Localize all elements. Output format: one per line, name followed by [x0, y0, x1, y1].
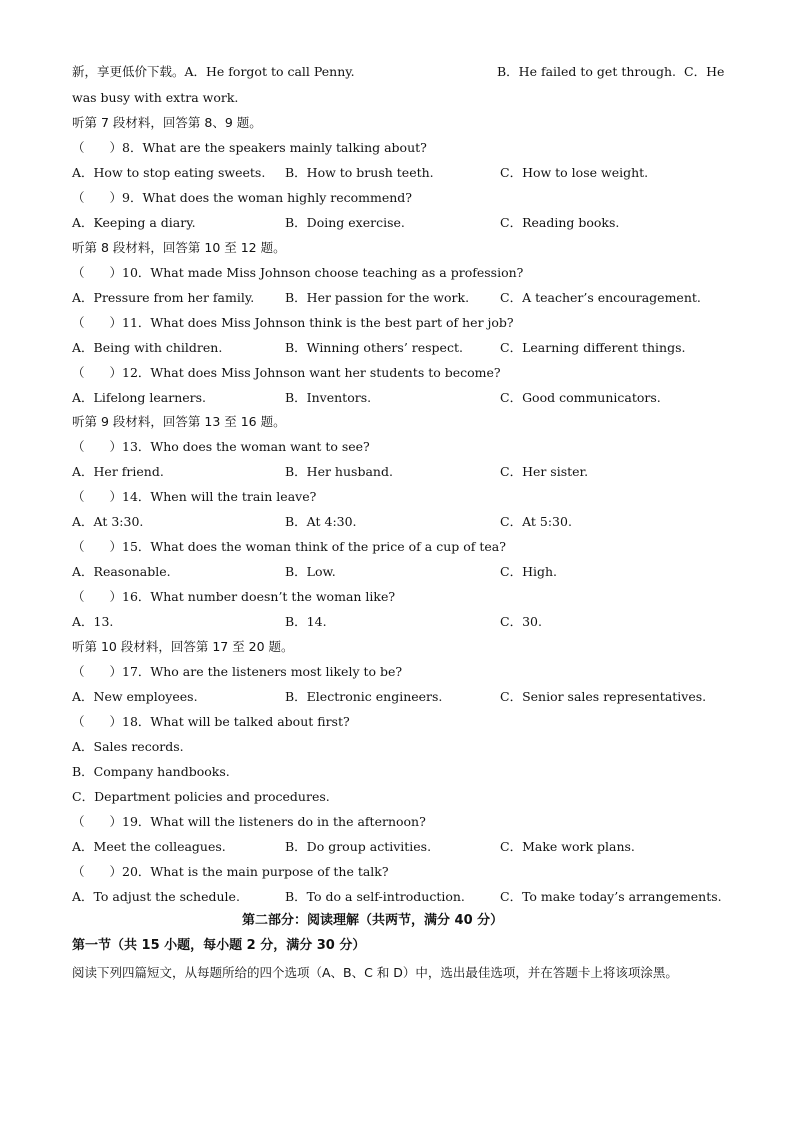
- q18-option-a: A．Sales records.: [72, 739, 184, 754]
- question-10: （ ）10．What made Miss Johnson choose teaching as a profession?: [72, 265, 524, 280]
- q15-option-b: B．Low.: [285, 564, 336, 579]
- q20-option-a: A．To adjust the schedule.: [72, 889, 240, 904]
- q20-option-c: C．To make today’s arrangements.: [500, 889, 722, 904]
- q12-option-c: C．Good communicators.: [500, 390, 661, 405]
- part-two-heading: 第二部分：阅读理解（共两节，满分 40 分）: [242, 913, 504, 928]
- q17-option-c: C．Senior sales representatives.: [500, 689, 707, 704]
- question-14: （ ）14．When will the train leave?: [72, 489, 317, 504]
- q13-option-c: C．Her sister.: [500, 464, 589, 479]
- q7-option-c: C．He: [684, 64, 725, 79]
- question-16: （ ）16．What number doesn’t the woman like?: [72, 589, 396, 604]
- q8-option-c: C．How to lose weight.: [500, 165, 649, 180]
- q17-option-a: A．New employees.: [72, 689, 198, 704]
- q16-option-c: C．30.: [500, 614, 542, 629]
- q16-option-a: A．13.: [72, 614, 114, 629]
- q19-option-c: C．Make work plans.: [500, 839, 635, 854]
- question-15: （ ）15．What does the woman think of the price of a cup of tea?: [72, 539, 506, 554]
- section-one-heading: 第一节（共 15 小题，每小题 2 分，满分 30 分）: [72, 938, 366, 953]
- q12-option-a: A．Lifelong learners.: [72, 390, 207, 405]
- q16-option-b: B．14.: [285, 614, 327, 629]
- question-12: （ ）12．What does Miss Johnson want her students to become?: [72, 365, 501, 380]
- q13-option-b: B．Her husband.: [285, 464, 393, 479]
- q9-option-c: C．Reading books.: [500, 215, 620, 230]
- reading-instructions: 阅读下列四篇短文，从每题所给的四个选项（A、B、C 和 D）中，选出最佳选项，并在答题卡上将该项涂黑。: [72, 965, 678, 980]
- question-13: （ ）13．Who does the woman want to see?: [72, 439, 370, 454]
- section-heading-8: 听第 8 段材料，回答第 10 至 12 题。: [72, 240, 286, 255]
- q14-option-b: B．At 4:30.: [285, 514, 357, 529]
- q18-option-b: B．Company handbooks.: [72, 764, 230, 779]
- question-11: （ ）11．What does Miss Johnson think is the best part of her job?: [72, 315, 514, 330]
- section-heading-7: 听第 7 段材料，回答第 8、9 题。: [72, 115, 262, 130]
- q13-option-a: A．Her friend.: [72, 464, 164, 479]
- q19-option-b: B．Do group activities.: [285, 839, 432, 854]
- question-19: （ ）19．What will the listeners do in the afternoon?: [72, 814, 426, 829]
- q19-option-a: A．Meet the colleagues.: [72, 839, 226, 854]
- q10-option-b: B．Her passion for the work.: [285, 290, 470, 305]
- question-9: （ ）9．What does the woman highly recommend?: [72, 190, 413, 205]
- q8-option-a: A．How to stop eating sweets.: [72, 165, 266, 180]
- q8-option-b: B．How to brush teeth.: [285, 165, 434, 180]
- question-17: （ ）17．Who are the listeners most likely to be?: [72, 664, 403, 679]
- q7-option-a: 新，享更低价下载。A．He forgot to call Penny.: [72, 64, 355, 79]
- q18-option-c: C．Department policies and procedures.: [72, 789, 330, 804]
- q9-option-b: B．Doing exercise.: [285, 215, 405, 230]
- q14-option-a: A．At 3:30.: [72, 514, 144, 529]
- q17-option-b: B．Electronic engineers.: [285, 689, 443, 704]
- q15-option-c: C．High.: [500, 564, 557, 579]
- q7-option-b: B．He failed to get through.: [497, 64, 676, 79]
- q15-option-a: A．Reasonable.: [72, 564, 171, 579]
- q10-option-c: C．A teacher’s encouragement.: [500, 290, 701, 305]
- q10-option-a: A．Pressure from her family.: [72, 290, 255, 305]
- q9-option-a: A．Keeping a diary.: [72, 215, 196, 230]
- q7-option-c-continued: was busy with extra work.: [72, 90, 239, 105]
- question-8: （ ）8．What are the speakers mainly talking about?: [72, 140, 427, 155]
- question-20: （ ）20．What is the main purpose of the talk?: [72, 864, 389, 879]
- q14-option-c: C．At 5:30.: [500, 514, 572, 529]
- question-18: （ ）18．What will be talked about first?: [72, 714, 350, 729]
- q11-option-a: A．Being with children.: [72, 340, 223, 355]
- q11-option-c: C．Learning different things.: [500, 340, 686, 355]
- q11-option-b: B．Winning others’ respect.: [285, 340, 463, 355]
- q20-option-b: B．To do a self-introduction.: [285, 889, 465, 904]
- section-heading-10: 听第 10 段材料，回答第 17 至 20 题。: [72, 639, 294, 654]
- q12-option-b: B．Inventors.: [285, 390, 372, 405]
- section-heading-9: 听第 9 段材料，回答第 13 至 16 题。: [72, 414, 286, 429]
